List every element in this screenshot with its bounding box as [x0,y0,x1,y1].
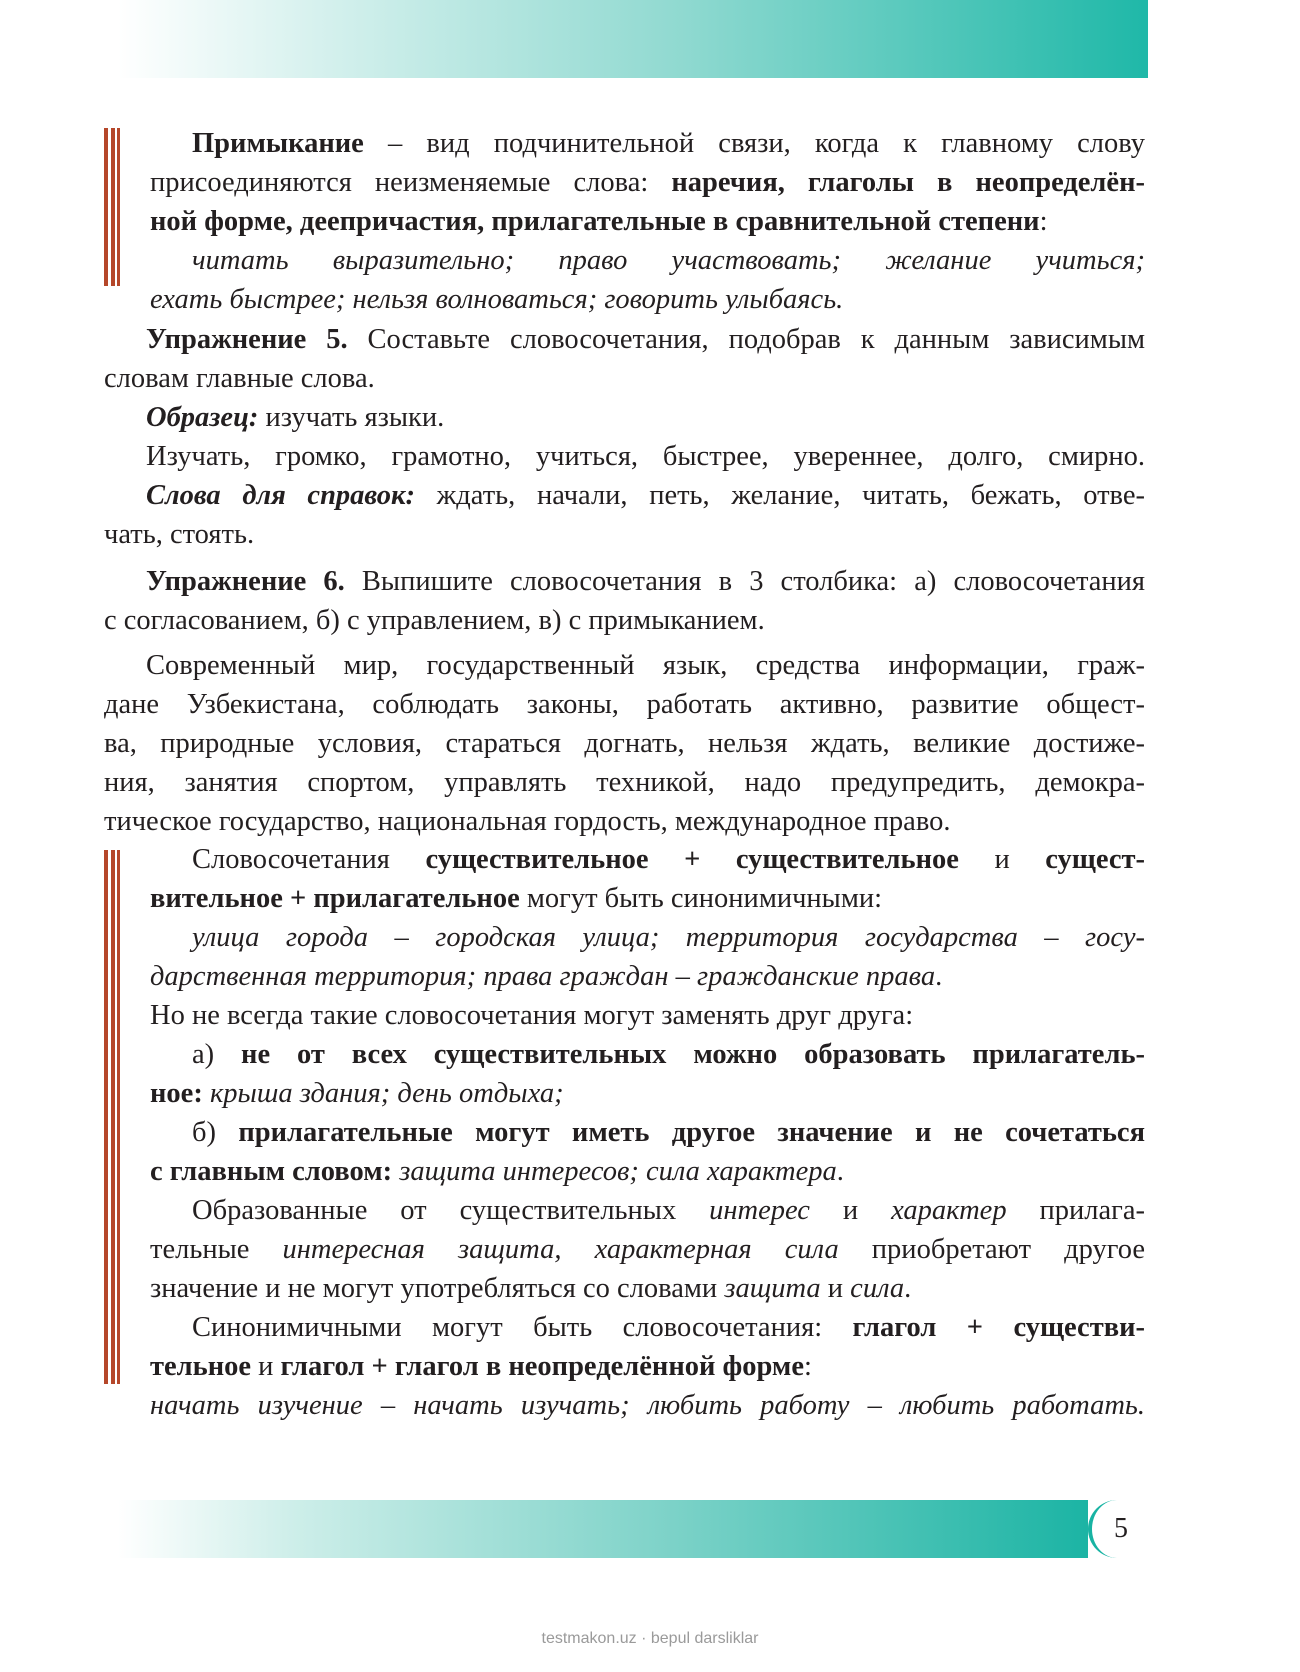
watermark: testmakon.uz · bepul darsliklar [541,1630,759,1647]
rule-bar-decoration [104,128,120,286]
exercise-5-words: Изучать, громко, грамотно, учиться, быстрее, увереннее, долго, смирно. [146,441,1145,472]
exercise-5-sample: Образец: изучать языки. Изучать, громко, грамотно, учиться, быстрее, увереннее, долго, смирно. Слова для справок: ждать, начали, петь, желание, читать, бежать, отве- чать, стоять. [104,402,1145,550]
sample-label: Образец: [146,402,259,433]
rule-primykanie-text: Примыкание – вид подчинительной связи, когда к главному слову присоединяются неизменяемые слова: наречия, глаголы в неопределён- ной форме, деепричастия, прилагательные в сравнительной степени: читать выразительно; право участвовать; желание учиться; ехать быстрее; нельзя волноваться; говорить улыбаясь. [150,124,1145,319]
reference-label: Слова для справок: [146,480,415,511]
exercise-6: Упражнение 6. Выпишите словосочетания в 3 столбика: а) словосочетания с согласованием, б) с управлением, в) с примыканием. [104,566,1146,636]
rule-primykanie-example: читать выразительно; право участвовать; желание учиться; [192,245,1145,276]
exercise-6-label: Упражнение 6. [146,566,345,597]
rule-primykanie-example-2: ехать быстрее; нельзя волноваться; говорить улыбаясь. [150,284,844,315]
page-number: 5 [1114,1513,1128,1544]
rule-bar-decoration [104,850,120,1384]
rule-synonyms-example-final: начать изучение – начать изучать; любить работу – любить работать. [150,1390,1145,1421]
exercise-5-label: Упражнение 5. [146,324,348,355]
exercise-6-text: Современный мир, государственный язык, средства информации, граж- дане Узбекистана, соблюдать законы, работать активно, развитие общест- ва, природные условия, стараться догнать, нельзя ждать, великие достиже- ния, занятия спортом, управлять техникой, надо предупредить, демокра- тическое государство, национальная гордость, международное право. [104,650,1145,837]
footer-band [118,1500,1103,1558]
header-band [118,0,1148,78]
exercise-5: Упражнение 5. Составьте словосочетания, подобрав к данным зависимым словам главные слова. [104,324,1146,394]
rule-synonyms-text: Словосочетания существительное + существительное и сущест- вительное + прилагательное могут быть синонимичными: улица города – городская улица; территория государства – госу- дарственная территория; права граждан – гражданские права. Но не всегда такие словосочетания могут заменять друг друга: а) не от всех существительных можно образовать прилагатель- ное: крыша здания; день отдыха; б) прилагательные могут иметь другое значение и не сочетаться с главным словом: защита интересов; сила характера. Образованные от существительных интерес и характер прилага- тельные интересная защита, характерная сила приобретают другое значение и не могут употребляться со словами защита и сила. Синонимичными могут быть словосочетания: глагол + существи- тельное и глагол + глагол в неопределённой форме: начать изучение – начать изучать; любить работу – любить работать. [150,840,1145,1425]
term-primykanie: Примыкание [192,128,364,159]
